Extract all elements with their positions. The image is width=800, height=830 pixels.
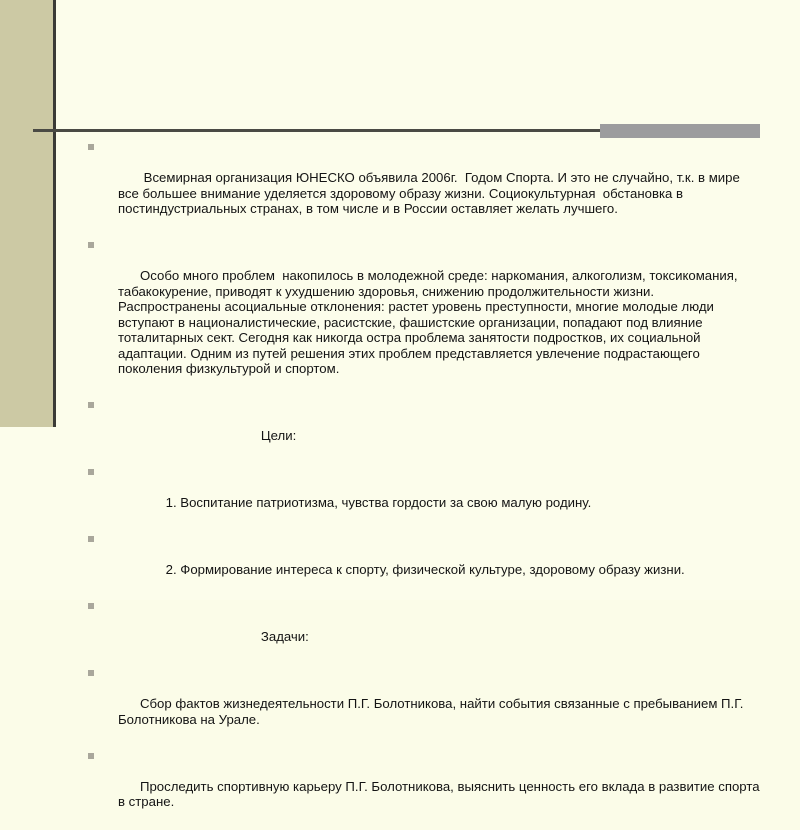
bullet-paragraph <box>88 464 760 526</box>
task-item: Проследить спортивную карьеру П.Г. Болотникова, выяснить ценность его вклада в развитие спорта в стране. <box>118 778 764 809</box>
accent-block <box>600 124 760 138</box>
square-bullet-icon <box>88 469 94 475</box>
square-bullet-icon <box>88 603 94 609</box>
title-divider-line <box>33 129 600 132</box>
slide-body <box>88 139 764 830</box>
bullet-paragraph <box>88 397 760 459</box>
goals-heading: Цели: <box>139 428 297 443</box>
paragraph-text: Всемирная организация ЮНЕСКО объявила 2006г. Годом Спорта. И это не случайно, т.к. в мире все большее внимание уделяется здоровому образу жизни. Социокультурная обстановка в постиндустриальных странах, в том числе и в России оставляет желать лучшего. <box>118 170 744 216</box>
square-bullet-icon <box>88 402 94 408</box>
goal-item: 2. Формирование интереса к спорту, физической культуре, здоровому образу жизни. <box>139 562 685 577</box>
bullet-paragraph <box>88 531 760 593</box>
task-item: Сбор фактов жизнедеятельности П.Г. Болотникова, найти события связанные с пребыванием П.Г. Болотникова на Урале. <box>118 696 748 727</box>
square-bullet-icon <box>88 144 94 150</box>
tasks-heading: Задачи: <box>139 629 309 644</box>
bullet-paragraph <box>88 598 760 660</box>
square-bullet-icon <box>88 670 94 676</box>
square-bullet-icon <box>88 242 94 248</box>
bullet-paragraph <box>88 748 764 826</box>
square-bullet-icon <box>88 753 94 759</box>
bullet-paragraph <box>88 237 760 392</box>
bullet-paragraph <box>88 665 760 743</box>
goal-item: 1. Воспитание патриотизма, чувства гордости за свою малую родину. <box>139 495 592 510</box>
paragraph-text: Особо много проблем накопилось в молодежной среде: наркомания, алкоголизм, токсикомания, табакокурение, приводят к ухудшению здоровья, снижению продолжительности жизни. Распространены асоциальные отклонения: растет уровень преступности, многие молодые люди вступают в националистические, расистские, фашистские организации, попадают под влияние тоталитарных сект. Сегодня как никогда остра проблема занятости подростков, их социальной адаптации. Одним из путей решения этих проблем представляется увлечение подрастающего поколения физкультурой и спортом. <box>118 268 742 376</box>
bullet-paragraph <box>88 139 760 232</box>
left-decor-bar <box>0 0 53 427</box>
square-bullet-icon <box>88 536 94 542</box>
left-decor-bar-edge <box>53 0 56 427</box>
